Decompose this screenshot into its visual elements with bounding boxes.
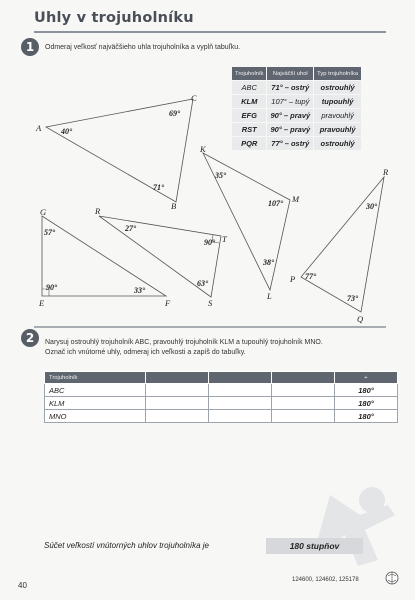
vertex-label-e: E	[39, 298, 45, 308]
task-2-instruction-line-1: Narysuj ostrouhlý trojuholník ABC, pravouhlý trojuholník KLM a tupouhlý trojuholník MNO.	[45, 339, 323, 346]
largest-angle-cell[interactable]: 107° – tupý	[267, 95, 314, 109]
triangle-name-cell: EFG	[232, 109, 267, 123]
table-row	[45, 397, 398, 410]
triangle-type-cell[interactable]: pravouhlý	[314, 123, 362, 137]
angle-label: 77°	[305, 272, 317, 281]
triangle-name-cell: KLM	[232, 95, 267, 109]
triangle-name-cell: PQR	[232, 137, 267, 151]
angle-label: 33°	[134, 286, 146, 295]
angle-input-cell[interactable]	[146, 384, 209, 397]
angle-sum-cell[interactable]: 180°	[335, 410, 398, 423]
angle-label: 73°	[347, 294, 359, 303]
table-header: +	[335, 372, 398, 384]
angle-label: 90°	[46, 283, 58, 292]
angle-input-cell[interactable]	[146, 397, 209, 410]
angle-sum-cell[interactable]: 180°	[335, 397, 398, 410]
task-1-number: 1	[21, 38, 39, 56]
triangle-name-cell: ABC	[45, 384, 146, 397]
largest-angle-cell[interactable]: 90° – pravý	[267, 109, 314, 123]
task-2-number: 2	[21, 329, 39, 347]
angle-label: 35°	[215, 171, 227, 180]
triangle-type-cell[interactable]: tupouhlý	[314, 95, 362, 109]
table-header: Najväčší uhol	[267, 67, 314, 81]
triangle-name-cell: MNO	[45, 410, 146, 423]
vertex-label-g: G	[40, 207, 47, 217]
angle-label: 107°	[268, 199, 284, 208]
vertex-label-r: R	[95, 206, 101, 216]
angle-label: 57°	[44, 228, 56, 237]
page-number: 40	[18, 581, 27, 590]
angle-label: 90°	[204, 238, 216, 247]
table-header: Trojuholník	[45, 372, 146, 384]
vertex-label-p: P	[290, 274, 296, 284]
table-header: Trojuholník	[232, 67, 267, 81]
triangle-type-cell[interactable]: ostrouhlý	[314, 81, 362, 95]
triangle-efg	[42, 216, 166, 296]
globe-logo-icon	[386, 572, 398, 584]
angle-input-cell[interactable]	[209, 410, 272, 423]
page-title: Uhly v trojuholníku	[34, 10, 194, 26]
angle-input-cell[interactable]	[146, 410, 209, 423]
largest-angle-cell[interactable]: 77° – ostrý	[267, 137, 314, 151]
summary-label: Súčet veľkostí vnútorných uhlov trojuholníka je	[44, 541, 210, 550]
vertex-label-b: B	[171, 201, 177, 211]
table-header	[209, 372, 272, 384]
angle-input-cell[interactable]	[209, 397, 272, 410]
vertex-label-s: S	[208, 298, 213, 308]
table-header	[272, 372, 335, 384]
angle-label: 30°	[366, 202, 378, 211]
largest-angle-cell[interactable]: 90° – pravý	[267, 123, 314, 137]
triangle-pqr	[301, 177, 384, 312]
angle-label: 71°	[153, 183, 165, 192]
vertex-label-r2: R	[383, 167, 389, 177]
angle-label: 69°	[169, 109, 181, 118]
vertex-label-t: T	[222, 234, 227, 244]
task-2-table	[44, 371, 398, 423]
angle-input-cell[interactable]	[272, 384, 335, 397]
triangle-type-cell[interactable]: ostrouhlý	[314, 137, 362, 151]
table-row	[45, 384, 398, 397]
product-codes: 124600, 124602, 125178	[292, 577, 359, 583]
angle-input-cell[interactable]	[272, 397, 335, 410]
table-header	[146, 372, 209, 384]
angle-label: 40°	[61, 127, 73, 136]
mascot-figure-icon	[318, 487, 395, 566]
vertex-label-m: M	[292, 194, 300, 204]
angle-label: 27°	[125, 224, 137, 233]
angle-label: 38°	[263, 258, 275, 267]
table-header: Typ trojuholníka	[314, 67, 362, 81]
angle-input-cell[interactable]	[272, 410, 335, 423]
angle-label: 63°	[197, 279, 209, 288]
triangle-type-cell[interactable]: pravouhlý	[314, 109, 362, 123]
vertex-label-c: C	[191, 93, 197, 103]
triangle-name-cell: ABC	[232, 81, 267, 95]
largest-angle-cell[interactable]: 71° – ostrý	[267, 81, 314, 95]
task-2-instruction-line-2: Označ ich vnútorné uhly, odmeraj ich veľkosti a zapíš do tabuľky.	[45, 349, 246, 356]
vertex-label-l: L	[267, 291, 272, 301]
vertex-label-f: F	[165, 298, 171, 308]
angle-sum-cell[interactable]: 180°	[335, 384, 398, 397]
vertex-label-a: A	[36, 123, 42, 133]
triangle-name-cell: RST	[232, 123, 267, 137]
task-1-instruction: Odmeraj veľkosť najväčšieho uhla trojuholníka a vyplň tabuľku.	[45, 44, 241, 51]
triangle-name-cell: KLM	[45, 397, 146, 410]
angle-input-cell[interactable]	[209, 384, 272, 397]
vertex-label-q: Q	[357, 314, 364, 324]
summary-answer-field[interactable]: 180 stupňov	[266, 538, 363, 554]
table-row	[45, 410, 398, 423]
vertex-label-k: K	[200, 144, 206, 154]
